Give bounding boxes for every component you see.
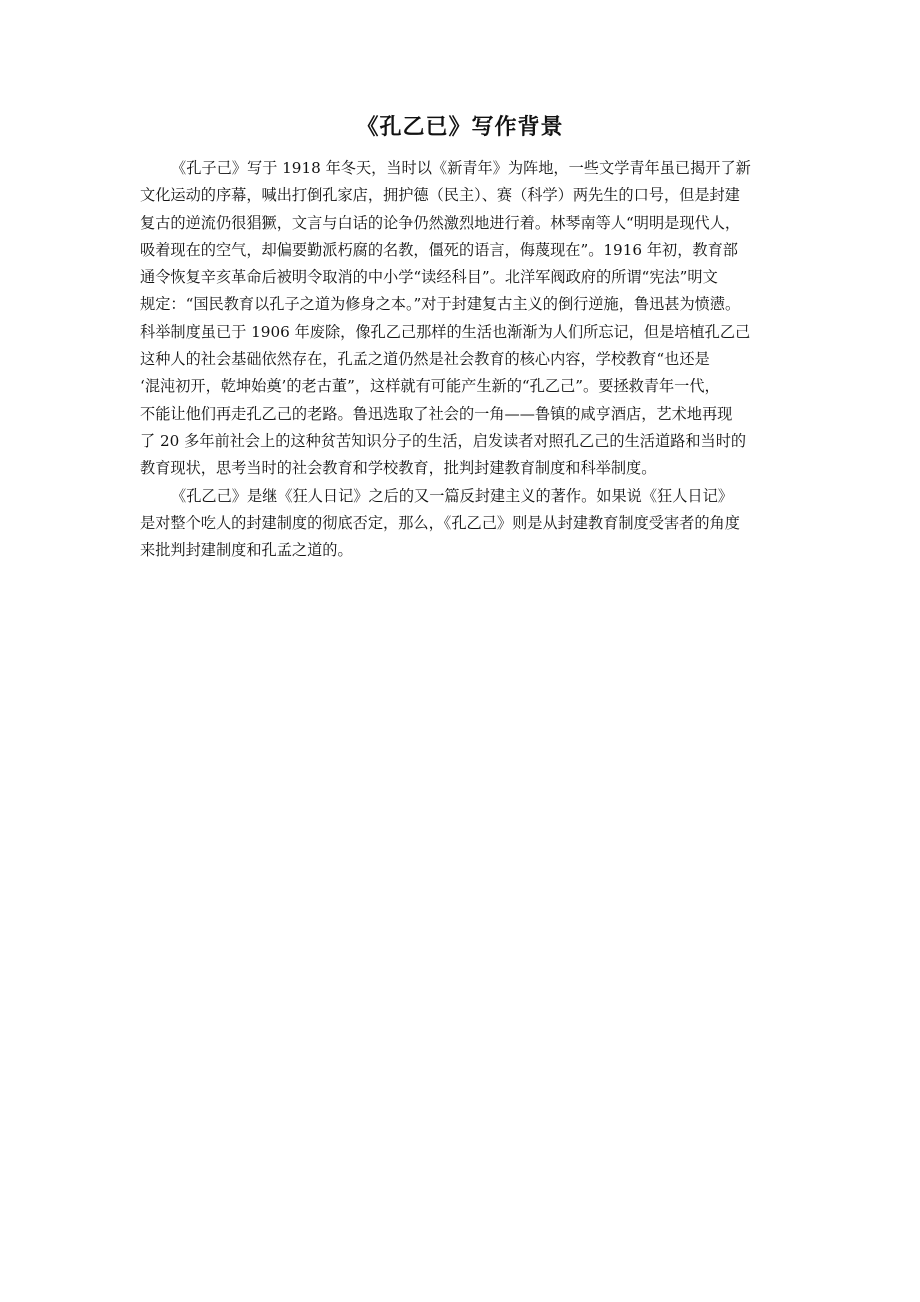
paragraph-line: 来批判封建制度和孔孟之道的。 bbox=[140, 541, 353, 560]
paragraph-2 bbox=[140, 483, 800, 565]
paragraph-line: ‘混沌初开，乾坤始奠’的老古董”，这样就有可能产生新的“孔乙己”。要拯救青年一代， bbox=[140, 377, 720, 396]
paragraph-line: 复古的逆流仍很猖獗，文言与白话的论争仍然激烈地进行着。林琴南等人“明明是现代人， bbox=[140, 213, 741, 232]
paragraph-line: 规定：“国民教育以孔子之道为修身之本。”对于封建复古主义的倒行逆施，鲁迅甚为愤懑。 bbox=[140, 295, 741, 314]
paragraph-line: 文化运动的序幕，喊出打倒孔家店，拥护德（民主）、赛（科学）两先生的口号，但是封建 bbox=[140, 186, 740, 205]
paragraph-line: 了 20 多年前社会上的这种贫苦知识分子的生活，启发读者对照孔乙己的生活道路和当时的 bbox=[140, 431, 747, 450]
paragraph-line: 科举制度虽已于 1906 年废除，像孔乙己那样的生活也渐渐为人们所忘记，但是培植孔乙己 bbox=[140, 322, 751, 341]
paragraph-line: 通令恢复辛亥革命后被明令取消的中小学“读经科目”。北洋军阀政府的所谓“宪法”明文 bbox=[140, 268, 718, 287]
paragraph-1 bbox=[140, 155, 800, 483]
document-body bbox=[140, 155, 800, 564]
paragraph-line: 《孔子己》写于 1918 年冬天，当时以《新青年》为阵地，一些文学青年虽已揭开了新 bbox=[171, 159, 751, 177]
paragraph-line: 《孔乙己》是继《狂人日记》之后的又一篇反封建主义的著作。如果说《狂人日记》 bbox=[171, 486, 733, 505]
paragraph-line: 吸着现在的空气，却偏要勤派朽腐的名教，僵死的语言，侮蔑现在”。1916 年初，教育部 bbox=[140, 240, 738, 259]
paragraph-line: 是对整个吃人的封建制度的彻底否定，那么，《孔乙己》则是从封建教育制度受害者的角度 bbox=[140, 513, 740, 532]
page-title: 《孔乙已》写作背景 bbox=[356, 115, 564, 140]
paragraph-line: 这种人的社会基础依然存在，孔孟之道仍然是社会教育的核心内容，学校教育“也还是 bbox=[140, 350, 710, 369]
paragraph-line: 教育现状，思考当时的社会教育和学校教育，批判封建教育制度和科举制度。 bbox=[140, 459, 657, 478]
paragraph-line: 不能让他们再走孔乙己的老路。鲁迅选取了社会的一角——鲁镇的咸亨酒店，艺术地再现 bbox=[140, 404, 733, 423]
